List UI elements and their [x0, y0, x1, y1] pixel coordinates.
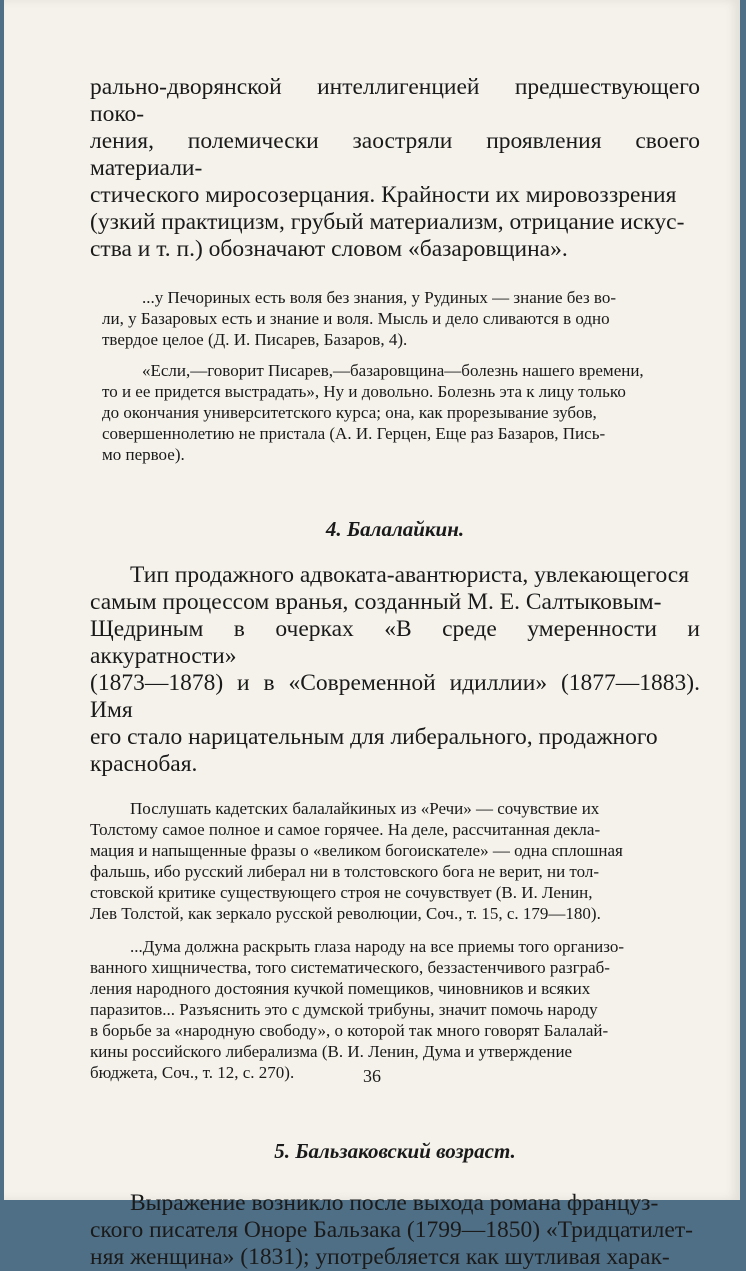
quote-line: ...у Печориных есть воля без знания, у Рудиных — знание без во-	[142, 288, 616, 307]
quote-herzen	[90, 360, 700, 465]
text-line: Щедриным в очерках «В среде умеренности и аккуратности»	[90, 616, 700, 669]
text-line: ления, полемически заостряли проявления своего материали-	[90, 128, 700, 181]
section-heading-balzac-age: 5. Бальзаковский возраст.	[274, 1139, 516, 1163]
text-line: его стало нарицательным для либерального, продажного	[90, 724, 658, 750]
quote-line: стовской критике существующего строя не сочувствует (В. И. Ленин,	[90, 883, 593, 902]
text-line: самым процессом вранья, созданный М. Е. Салтыковым-	[90, 589, 662, 615]
page-number: 36	[363, 1066, 381, 1086]
quote-line: Послушать кадетских балалайкиных из «Речи» — сочувствие их	[130, 799, 600, 818]
text-line: рально-дворянской интеллигенцией предшествующего поко-	[90, 74, 700, 127]
text-line: краснобая.	[90, 751, 198, 777]
quote-line: до окончания университетского курса; она, как прорезывание зубов,	[102, 403, 597, 422]
balalaikin-paragraph	[90, 562, 700, 778]
quote-line: ления народного достояния кучкой помещиков, чиновников и всяких	[90, 979, 591, 998]
quote-line: ...Дума должна раскрыть глаза народу на все приемы того организо-	[130, 937, 625, 956]
text-line: (узкий практицизм, грубый материализм, отрицание искус-	[90, 209, 685, 235]
quote-line: кины российского либерализма (В. И. Ленин, Дума и утверждение	[90, 1042, 573, 1061]
text-line: ского писателя Оноре Бальзака (1799—1850) «Тридцатилет-	[90, 1217, 693, 1243]
quote-line: ли, у Базаровых есть и знание и воля. Мысль и дело сливаются в одно	[102, 309, 610, 328]
quote-line: мо первое).	[102, 445, 185, 464]
text-line: стического миросозерцания. Крайности их мировоззрения	[90, 182, 677, 208]
text-line: няя женщина» (1831); употребляется как шутливая харак-	[90, 1244, 670, 1270]
quote-line: паразитов... Разъяснить это с думской трибуны, значит помочь народу	[90, 1000, 598, 1019]
quote-line: то и ее придется выстрадать», Ну и довольно. Болезнь эта к лицу только	[102, 382, 626, 401]
quote-line: мация и напыщенные фразы о «великом богоискателе» — одна сплошная	[90, 841, 623, 860]
text-line: Выражение возникло после выхода романа француз-	[130, 1190, 659, 1216]
quote-line: Лев Толстой, как зеркало русской революции, Соч., т. 15, с. 179—180).	[90, 904, 601, 923]
section-heading-balalaikin: 4. Балалайкин.	[325, 517, 465, 541]
quote-lenin-tolstoy	[90, 798, 700, 924]
balzac-paragraph	[90, 1190, 700, 1271]
intro-paragraph	[90, 74, 700, 263]
quote-line: ванного хищничества, того систематического, беззастенчивого разграб-	[90, 958, 610, 977]
quote-line: совершеннолетию не пристала (А. И. Герцен, Еще раз Базаров, Пись-	[102, 424, 606, 443]
quote-line: «Если,—говорит Писарев,—базаровщина—болезнь нашего времени,	[142, 361, 644, 380]
quote-line: бюджета, Соч., т. 12, с. 270).	[90, 1063, 295, 1082]
page-content	[90, 74, 700, 1271]
quote-line: в борьбе за «народную свободу», о которой так много говорят Балалай-	[90, 1021, 609, 1040]
quote-line: фальшь, ибо русский либерал ни в толстовского бога не верит, ни тол-	[90, 862, 600, 881]
quote-line: Толстому самое полное и самое горячее. На деле, рассчитанная декла-	[90, 820, 601, 839]
text-line: (1873—1878) и в «Современной идиллии» (1877—1883). Имя	[90, 670, 700, 723]
text-line: Тип продажного адвоката-авантюриста, увлекающегося	[130, 562, 690, 588]
text-line: ства и т. п.) обозначают словом «базаровщина».	[90, 236, 568, 262]
quote-line: твердое целое (Д. И. Писарев, Базаров, 4).	[102, 330, 408, 349]
book-page	[4, 0, 740, 1270]
quote-pisarev	[90, 287, 700, 350]
quote-lenin-duma	[90, 936, 700, 1083]
